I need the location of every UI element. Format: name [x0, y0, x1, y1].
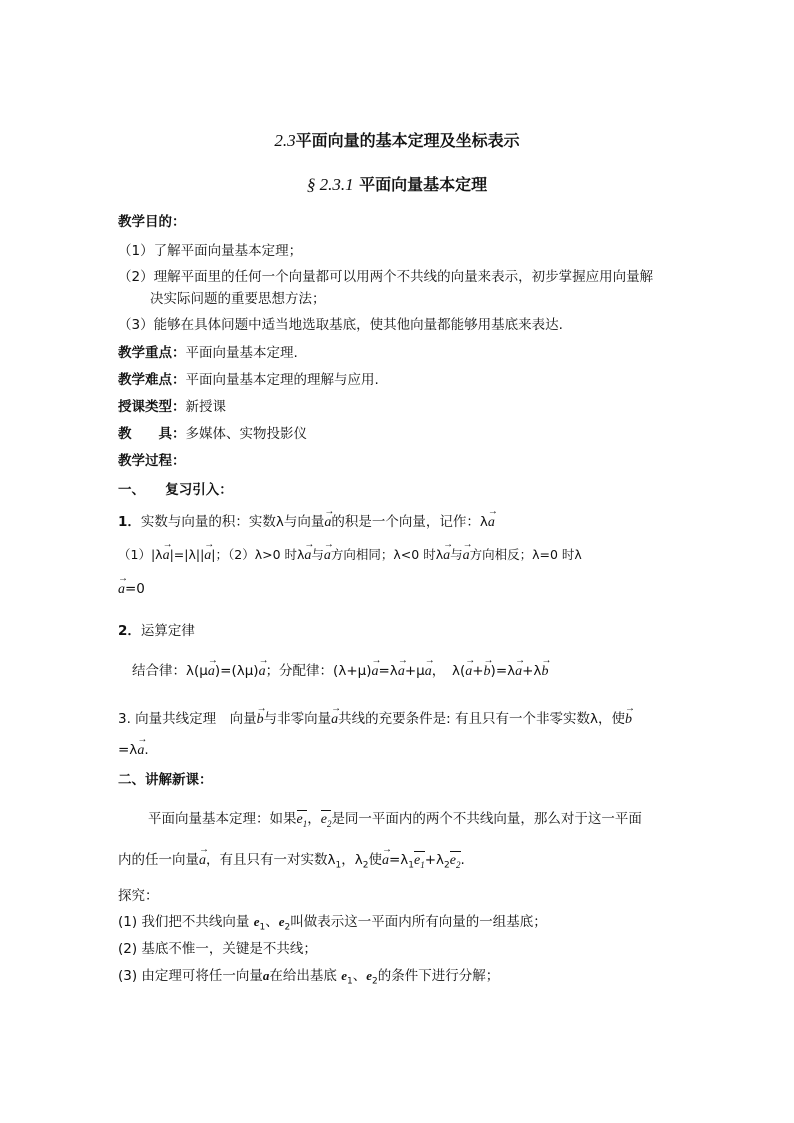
- vector-e1: $e_1$: [414, 851, 425, 874]
- vector-a: → a: [204, 547, 211, 565]
- objective-item: 决实际问题的重要思想方法；: [150, 291, 326, 307]
- vector-a: → a: [137, 742, 144, 760]
- review-point-1-detail-end: → a=0: [118, 580, 145, 599]
- vector-a: → a: [488, 514, 495, 532]
- vector-b: → b: [484, 663, 491, 681]
- review-point-1-detail: （1）|λ→ a|=|λ||→ a|；（2）λ>0 时λ→ a与→ a方向相同；λ<0 时λ→ a与→ a方向相反；λ=0 时λ: [118, 546, 582, 565]
- teaching-tools: 教 具：多媒体、实物投影仪: [118, 426, 307, 442]
- vector-a: → a: [324, 514, 331, 532]
- vector-a: → a: [324, 547, 331, 565]
- page-title: 2.3平面向量的基本定理及坐标表示: [274, 131, 520, 150]
- vector-a: → a: [425, 663, 432, 681]
- basic-theorem-cont: 内的任一向量→ a，有且只有一对实数$\lambda_1$，$\lambda_2$使→ $a=\lambda_1e_1+\lambda_2e_2$.: [118, 851, 465, 875]
- process-heading: 教学过程：: [118, 453, 186, 469]
- review-point-2: 2．运算定律: [118, 623, 195, 639]
- vector-a: → a: [515, 663, 522, 681]
- vector-b: → b: [541, 663, 548, 681]
- vector-a: → a: [463, 547, 470, 565]
- lesson-type: 授课类型：新授课: [118, 399, 226, 415]
- lecture-heading: 二、讲解新课：: [118, 772, 213, 788]
- operation-laws: 结合律：λ(μ→ a)=(λμ)→ a；分配律：(λ+μ)→ a=λ→ a+μ→ a， λ(→ a+→ b)=λ→ a+λ→ b: [132, 662, 548, 681]
- vector-a: → a: [398, 663, 405, 681]
- review-point-1: 1．实数与向量的积：实数λ与向量→ a的积是一个向量，记作：λ→ a: [118, 513, 495, 532]
- vector-b: → b: [625, 711, 632, 729]
- objective-item: （1）了解平面向量基本定理；: [118, 243, 303, 259]
- vector-a: → a: [331, 711, 338, 729]
- objectives-heading: 教学目的：: [118, 214, 186, 230]
- vector-a: → a: [443, 547, 450, 565]
- vector-a: → a: [259, 663, 266, 681]
- objective-item: （2）理解平面里的任何一个向量都可以用两个不共线的向量来表示，初步掌握应用向量解: [118, 269, 654, 285]
- vector-a: → a: [118, 581, 125, 599]
- collinear-theorem-end: =λ→ a.: [118, 741, 149, 760]
- explore-item-2: (2) 基底不惟一，关键是不共线；: [118, 941, 317, 957]
- vector-e2: $e_2$: [450, 851, 461, 874]
- vector-a: → a: [208, 663, 215, 681]
- vector-b: → b: [257, 711, 264, 729]
- vector-a: → a: [304, 547, 311, 565]
- key-point: 教学重点：平面向量基本定理.: [118, 345, 298, 361]
- vector-a: → a: [163, 547, 170, 565]
- objective-item: （3）能够在具体问题中适当地选取基底，使其他向量都能够用基底来表达.: [118, 317, 563, 333]
- vector-a: → a: [372, 663, 379, 681]
- vector-e1: $e_1$: [297, 810, 308, 833]
- vector-e2: $e_2$: [321, 810, 332, 833]
- vector-a: → a: [382, 852, 389, 870]
- difficult-point: 教学难点：平面向量基本定理的理解与应用.: [118, 372, 379, 388]
- vector-a: → a: [199, 852, 206, 870]
- basic-theorem: 平面向量基本定理：如果$e_1$，$e_2$是同一平面内的两个不共线向量，那么对于这一平面: [148, 810, 642, 833]
- review-heading: 一、 复习引入：: [118, 482, 233, 498]
- section-title: § 2.3.1 平面向量基本定理: [306, 175, 488, 194]
- explore-item-3: (3) 由定理可将任一向量a在给出基底 $e_1$、$e_2$的条件下进行分解；: [118, 968, 500, 987]
- explore-item-1: (1) 我们把不共线向量 $e_1$、$e_2$叫做表示这一平面内所有向量的一组基底；: [118, 914, 547, 933]
- vector-a: → a: [465, 663, 472, 681]
- explore-heading: 探究：: [118, 888, 159, 904]
- collinear-theorem: 3. 向量共线定理 向量→ b与非零向量→ a共线的充要条件是: 有且只有一个非零实数λ，使→ b: [118, 710, 632, 729]
